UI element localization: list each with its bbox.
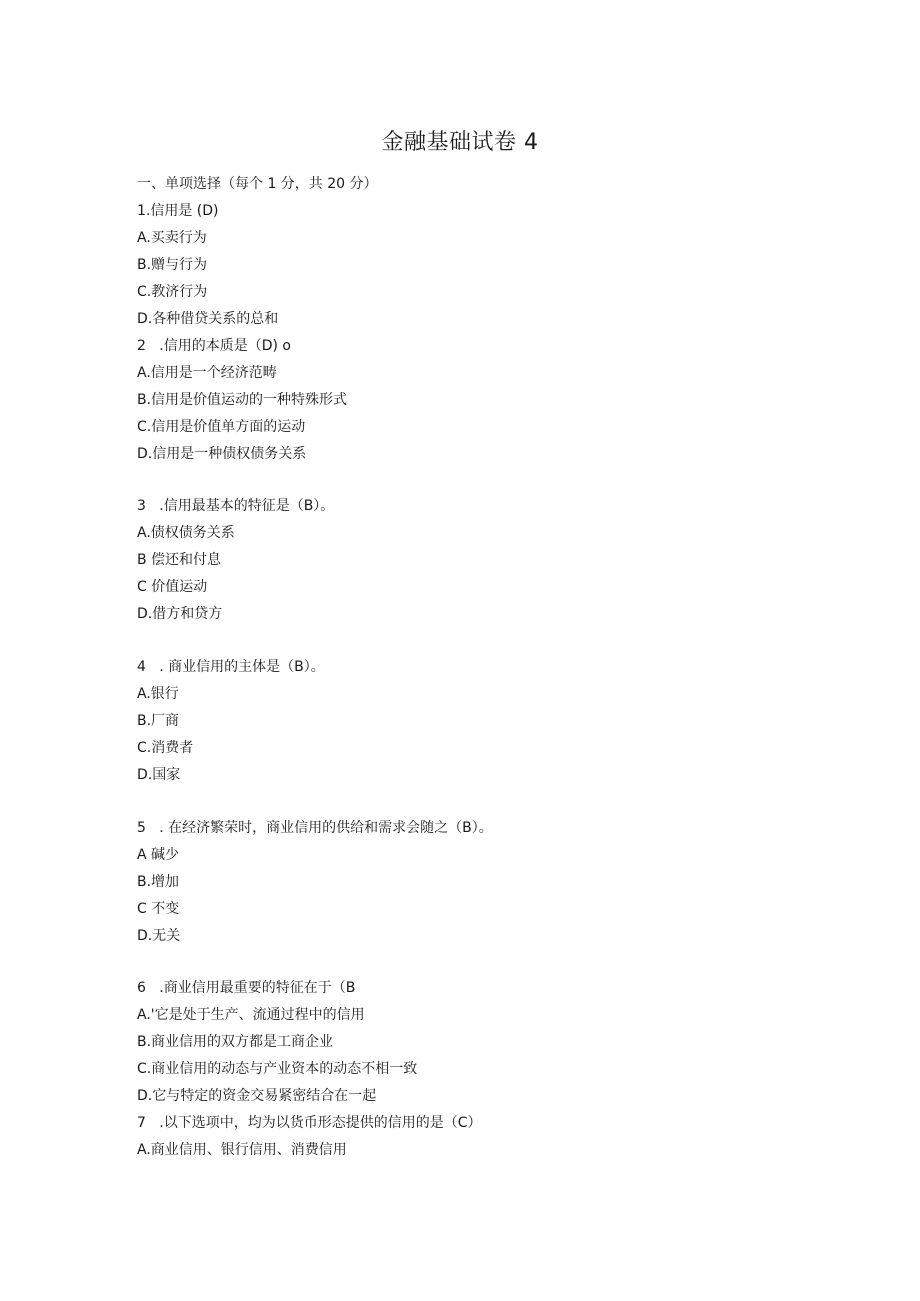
q6-option-c: C.商业信用的动态与产业资本的动态不相一致 [137, 1061, 418, 1077]
question-7: 7 .以下选项中，均为以货币形态提供的信用的是（C） [137, 1115, 482, 1131]
q5-option-d: D.无关 [137, 928, 181, 944]
q4-option-b: B.厂商 [137, 713, 180, 729]
q1-option-b: B.赠与行为 [137, 257, 208, 273]
q2-option-c: C.信用是价值单方面的运动 [137, 419, 306, 435]
q1-option-d: D.各种借贷关系的总和 [137, 311, 279, 327]
q6-option-d: D.它与特定的资金交易紧密结合在一起 [137, 1088, 377, 1104]
question-3: 3 .信用最基本的特征是（B）。 [137, 498, 335, 514]
q5-option-b: B.增加 [137, 874, 180, 890]
question-5: 5 . 在经济繁荣时，商业信用的供给和需求会随之（B）。 [137, 820, 493, 836]
q5-option-c: C 不变 [137, 901, 180, 917]
document-title: 金融基础试卷 4 [381, 130, 539, 155]
q1-option-a: A.买卖行为 [137, 230, 207, 246]
q3-option-a: A.债权债务关系 [137, 525, 235, 541]
q6-option-a: A.'它是处于生产、流通过程中的信用 [137, 1007, 365, 1023]
q2-option-a: A.信用是一个经济范畴 [137, 365, 277, 381]
q2-option-d: D.信用是一种债权债务关系 [137, 446, 307, 462]
question-2: 2 .信用的本质是（D) o [137, 338, 291, 354]
q3-option-c: C 价值运动 [137, 579, 208, 595]
q4-option-d: D.国家 [137, 767, 181, 783]
q3-option-b: B 偿还和付息 [137, 552, 222, 568]
q7-option-a: A.商业信用、银行信用、消费信用 [137, 1142, 347, 1158]
q5-option-a: A 碱少 [137, 847, 180, 863]
q4-option-c: C.消费者 [137, 740, 194, 756]
q1-option-c: C.教济行为 [137, 284, 208, 300]
question-4: 4 . 商业信用的主体是（B）。 [137, 659, 325, 675]
q2-option-b: B.信用是价值运动的一种特殊形式 [137, 392, 348, 408]
q3-option-d: D.借方和贷方 [137, 606, 223, 622]
section-heading: 一、单项选择（每个 1 分，共 20 分） [137, 176, 378, 192]
question-1: 1.信用是 (D) [137, 203, 219, 219]
q4-option-a: A.银行 [137, 686, 179, 702]
question-6: 6 .商业信用最重要的特征在于（B [137, 980, 356, 996]
q6-option-b: B.商业信用的双方都是工商企业 [137, 1034, 334, 1050]
